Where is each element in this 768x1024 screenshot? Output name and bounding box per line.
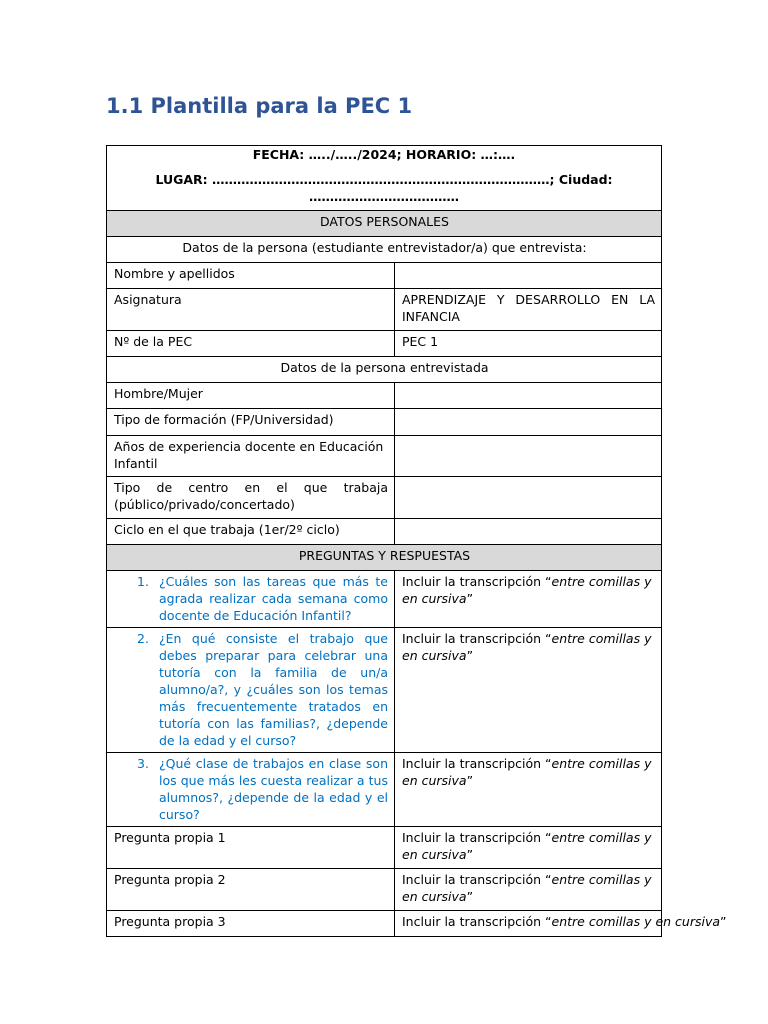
- table-row: [107, 911, 662, 937]
- question-cell: [107, 628, 395, 753]
- table-row: [107, 436, 662, 477]
- answer-cell: [395, 827, 662, 869]
- row-value: [395, 436, 662, 477]
- table-row: [107, 263, 662, 289]
- table-row: [107, 383, 662, 409]
- row-value: [395, 409, 662, 436]
- answer-prefix: Incluir la transcripción “: [402, 872, 552, 887]
- table-row: [107, 753, 662, 827]
- question-text: ¿Qué clase de trabajos en clase son los que más les cuesta realizar a tus alumnos?, ¿depende de la edad y el curso?: [159, 756, 388, 822]
- answer-suffix: ”: [720, 914, 727, 929]
- answer-prefix: Incluir la transcripción “: [402, 914, 552, 929]
- question-cell: [107, 753, 395, 827]
- answer-italic: entre comillas y en cursiva: [402, 756, 652, 788]
- answer-cell: [395, 753, 662, 827]
- answer-italic: entre comillas y en cursiva: [402, 574, 652, 606]
- question-cell: [107, 571, 395, 628]
- row-label: Tipo de centro en el que trabaja (público/privado/concertado): [107, 477, 395, 519]
- answer-suffix: ”: [466, 847, 474, 862]
- table-row: [107, 331, 662, 357]
- row-label: Años de experiencia docente en Educación Infantil: [107, 436, 395, 477]
- section-questions-answers: PREGUNTAS Y RESPUESTAS: [107, 545, 662, 571]
- row-value: [395, 477, 662, 519]
- interview-template-table: [106, 145, 727, 937]
- row-value: [395, 383, 662, 409]
- question-text: ¿En qué consiste el trabajo que debes preparar para celebrar una tutoría con la familia de un/a alumno/a?, y ¿cuáles son los temas más frecuentemente tratados en tutoría con las familias?, ¿depende de la edad y el curso?: [159, 631, 388, 748]
- table-row: [107, 628, 662, 753]
- answer-italic: entre comillas y en cursiva: [402, 631, 652, 663]
- section-interviewee: Datos de la persona entrevistada: [107, 357, 662, 383]
- row-label: Asignatura: [107, 289, 395, 331]
- table-row: [107, 477, 662, 519]
- answer-prefix: Incluir la transcripción “: [402, 631, 552, 646]
- section-personal-data: DATOS PERSONALES: [107, 211, 662, 237]
- question-number: 2.: [137, 631, 149, 646]
- row-value: PEC 1: [395, 331, 662, 357]
- answer-cell: [395, 911, 727, 937]
- question-number: 3.: [137, 756, 149, 771]
- header-row: [107, 146, 662, 211]
- answer-prefix: Incluir la transcripción “: [402, 756, 552, 771]
- answer-suffix: ”: [466, 591, 474, 606]
- page-title: 1.1 Plantilla para la PEC 1: [106, 94, 413, 118]
- row-value: [395, 263, 662, 289]
- answer-prefix: Incluir la transcripción “: [402, 574, 552, 589]
- header-cell: [107, 146, 662, 211]
- row-label: Ciclo en el que trabaja (1er/2º ciclo): [107, 519, 395, 545]
- row-value: APRENDIZAJE Y DESARROLLO EN LA INFANCIA: [395, 289, 662, 331]
- row-label: Tipo de formación (FP/Universidad): [107, 409, 395, 436]
- answer-cell: [395, 628, 662, 753]
- row-label: Nombre y apellidos: [107, 263, 395, 289]
- table-row: [107, 519, 662, 545]
- row-value: [395, 519, 662, 545]
- question-text: ¿Cuáles son las tareas que más te agrada realizar cada semana como docente de Educación Infantil?: [159, 574, 388, 623]
- table-row: [107, 869, 662, 911]
- answer-suffix: ”: [466, 889, 474, 904]
- date-time-line: FECHA: …../…../2024; HORARIO: …:….: [252, 147, 516, 162]
- row-label: Hombre/Mujer: [107, 383, 395, 409]
- own-question-label: Pregunta propia 2: [107, 869, 395, 911]
- table-row: [107, 289, 662, 331]
- answer-cell: [395, 869, 662, 911]
- place-city-line: LUGAR: ………………………………………………………………………; Ciudad: ………………………………: [155, 172, 613, 204]
- answer-suffix: ”: [466, 773, 474, 788]
- answer-italic: entre comillas y en cursiva: [402, 872, 652, 904]
- row-label: Nº de la PEC: [107, 331, 395, 357]
- answer-suffix: ”: [466, 648, 474, 663]
- answer-italic: entre comillas y en cursiva: [551, 914, 721, 929]
- own-question-label: Pregunta propia 3: [107, 911, 395, 937]
- table-row: [107, 409, 662, 436]
- section-interviewer: Datos de la persona (estudiante entrevistador/a) que entrevista:: [107, 237, 662, 263]
- table-row: [107, 571, 662, 628]
- answer-cell: [395, 571, 662, 628]
- table-row: [107, 827, 662, 869]
- answer-italic: entre comillas y en cursiva: [402, 830, 652, 862]
- own-question-label: Pregunta propia 1: [107, 827, 395, 869]
- answer-prefix: Incluir la transcripción “: [402, 830, 552, 845]
- question-number: 1.: [137, 574, 149, 589]
